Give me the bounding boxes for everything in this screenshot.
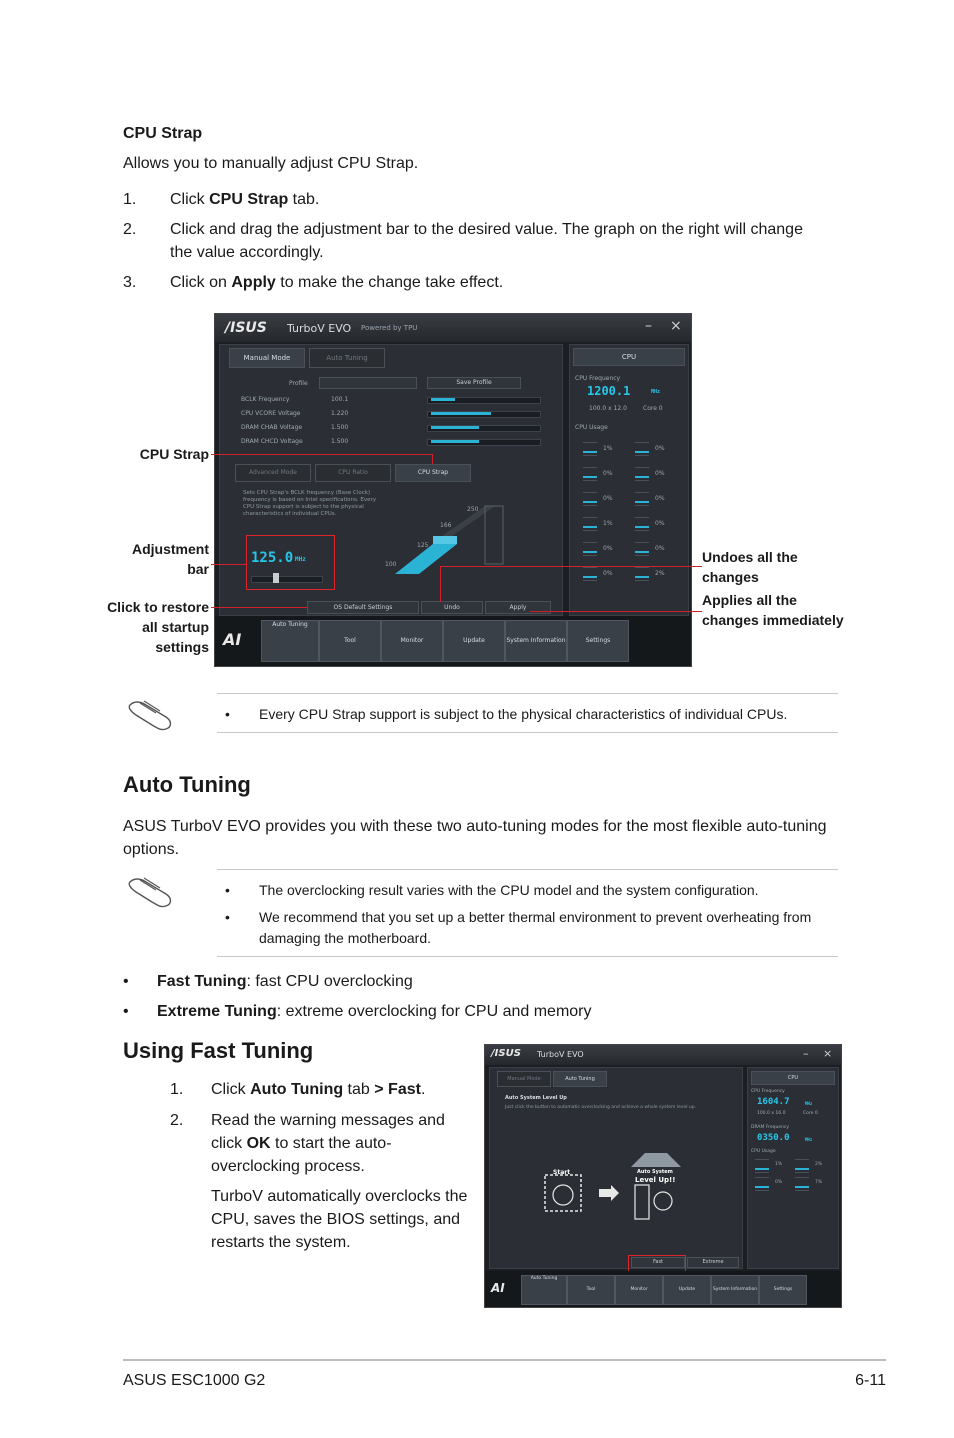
dram-frequency-label: DRAM Frequency [751,1125,790,1130]
callout-line [211,564,246,565]
note-rule-top [217,693,838,694]
usage-percent: 2% [815,1162,823,1167]
usage-percent: 7% [815,1180,823,1185]
strap-value-unit: MHz [295,556,306,563]
callout-restore-1: Click to restore [107,599,209,615]
cpu-frequency-value: 1200.1 [587,384,631,398]
callout-line [440,566,702,567]
nav-button-monitor[interactable]: Monitor [381,620,443,662]
voltage-row-label: DRAM CHCD Voltage [241,438,303,445]
strap-value-display: 125.0 [251,550,294,566]
callout-adjustment-2: bar [187,561,209,577]
step-bold: Auto Tuning [250,1081,344,1098]
step-text: Read the warning messages and click [211,1112,445,1152]
nav-button-tool[interactable]: Tool [567,1275,615,1305]
usage-meter [583,517,597,531]
step-bold: > Fast [374,1081,421,1098]
voltage-slider-fill [431,440,479,443]
dram-frequency-unit: MHz [805,1137,813,1142]
cpu-frequency-label: CPU Frequency [575,375,621,382]
cpu-multiplier: 100.0 x 12.0 [589,405,627,412]
usage-meter-fill [583,526,597,528]
usage-meter-fill [635,451,649,453]
voltage-row-value: 1.220 [331,410,349,417]
fast-step-2-number: 2. [170,1112,184,1129]
tab-manual-mode[interactable]: Manual Mode [229,348,305,368]
mode-desc: : extreme overclocking for CPU and memory [276,1003,592,1020]
close-icon[interactable]: × [823,1047,833,1060]
usage-meter-fill [583,451,597,453]
mode-bullet: • [123,973,129,990]
mode-name: Fast Tuning [157,973,247,990]
tab-cpu[interactable]: CPU [573,348,685,366]
cpu-strap-heading: CPU Strap [123,125,203,142]
app-title: TurboV EVO [287,322,352,335]
os-default-settings-button[interactable]: OS Default Settings [307,601,419,614]
tab-auto-tuning[interactable]: Auto Tuning [309,348,385,368]
tab-auto-tuning[interactable]: Auto Tuning [553,1071,607,1087]
usage-meter-fill [583,476,597,478]
mode-bullet: • [123,1003,129,1020]
nav-button-auto-tuning[interactable]: Auto Tuning [261,620,319,662]
section-description: Just click the button to automatic overclocking and achieve a whole system level up. [505,1105,697,1110]
apply-button[interactable]: Apply [485,601,551,614]
usage-meter [635,467,649,481]
arrow-right-icon [599,1185,619,1201]
usage-percent: 1% [775,1162,783,1167]
subtab-advanced-mode[interactable]: Advanced Mode [235,464,311,482]
mode-extreme-tuning [157,1000,592,1023]
note-text: We recommend that you set up a better thermal environment to prevent overheating from damaging the motherboard. [259,909,812,946]
usage-meter-fill [755,1168,769,1170]
voltage-slider-fill [431,398,455,401]
cpu-chip-icon [654,1192,672,1210]
step-number: 3. [123,274,137,291]
graph-label-166: 166 [440,522,452,529]
undo-button[interactable]: Undo [421,601,483,614]
start-label[interactable]: Start [553,1169,571,1176]
turbov-screenshot-cpu-strap [214,313,692,667]
usage-meter-fill [583,551,597,553]
usage-percent: 1% [603,445,613,452]
fast-step-2 [211,1109,451,1178]
step-text: to start the auto-overclocking process. [211,1135,392,1175]
usage-meter-fill [583,501,597,503]
usage-percent: 2% [655,570,665,577]
cpu-frequency-unit: MHz [805,1101,813,1106]
callout-line [211,454,433,455]
nav-button-update[interactable]: Update [663,1275,711,1305]
usage-percent: 0% [655,520,665,527]
voltage-row-label: DRAM CHAB Voltage [241,424,303,431]
note-text: Every CPU Strap support is subject to the physical characteristics of individual CPUs. [259,706,788,722]
nav-button-update[interactable]: Update [443,620,505,662]
usage-meter [635,567,649,581]
usage-meter-fill [635,576,649,578]
tab-manual-mode[interactable]: Manual Mode [497,1071,551,1087]
usage-percent: 0% [655,470,665,477]
ai-suite-logo: AI [491,1281,505,1295]
fast-step-1 [211,1078,425,1101]
graph-label-125: 125 [417,542,429,549]
level-up-badge-2: Level Up!! [635,1176,676,1184]
step-text: . [420,1081,426,1098]
usage-percent: 0% [603,570,613,577]
cpu-usage-label: CPU Usage [575,424,608,431]
step-text: Click [211,1081,251,1098]
auto-level-up-graphic [535,1145,705,1235]
fast-tuning-heading: Using Fast Tuning [123,1038,314,1063]
step-number: 2. [123,221,137,238]
level-up-arrow-icon [631,1153,681,1167]
ai-suite-logo: AI [223,630,242,649]
usage-meter [795,1159,809,1173]
usage-meter [635,442,649,456]
mode-name: Extreme Tuning [157,1003,277,1020]
callout-line [432,454,433,464]
core-select[interactable]: Core 0 [643,405,663,412]
voltage-slider-fill [431,412,491,415]
graph-label-100: 100 [385,561,397,568]
usage-percent: 0% [655,445,665,452]
voltage-slider-fill [431,426,479,429]
note-text: The overclocking result varies with the CPU model and the system configuration. [259,882,759,898]
dram-frequency-value: 0350.0 [757,1133,790,1143]
nav-button-monitor[interactable]: Monitor [615,1275,663,1305]
nav-button-system-information[interactable]: System Information [711,1275,759,1305]
nav-button-auto-tuning[interactable]: Auto Tuning [521,1275,567,1305]
level-up-badge-1: Auto System [637,1169,673,1175]
pc-tower-icon [635,1185,649,1219]
step-text: Click and drag the adjustment bar to the desired value. The graph on the right will change the value accordingly. [170,221,803,261]
graph-back-wall [485,506,503,564]
asus-logo: /ISUS [491,1048,521,1059]
usage-meter-fill [755,1186,769,1188]
cpu-frequency-unit: MHz [651,389,661,395]
step-bold: OK [246,1135,271,1152]
fast-tuning-paragraph: TurboV automatically overclocks the CPU, saves the BIOS settings, and restarts the system. [211,1188,468,1251]
nav-button-system-information[interactable]: System Information [505,620,567,662]
callout-line [440,566,441,602]
callout-undo-1: Undoes all the [702,549,798,565]
usage-percent: 0% [655,545,665,552]
step-text: Click [170,191,210,208]
turbov-screenshot-auto-tuning [484,1044,842,1308]
step-bold: CPU Strap [209,191,289,208]
extreme-button[interactable]: Extreme [687,1257,739,1268]
usage-meter [583,492,597,506]
cpu-frequency-value: 1604.7 [757,1097,790,1107]
usage-meter [583,542,597,556]
tab-cpu[interactable]: CPU [751,1071,835,1085]
subtab-cpu-strap[interactable]: CPU Strap [395,464,471,482]
usage-meter [583,467,597,481]
note-rule-bottom [217,956,838,957]
callout-apply-2: changes immediately [702,612,844,628]
cpu-frequency-label: CPU Frequency [751,1089,785,1094]
usage-meter [755,1159,769,1173]
usage-meter-fill [635,526,649,528]
usage-percent: 0% [655,495,665,502]
section-title: Auto System Level Up [505,1095,567,1101]
step-bold: Apply [231,274,276,291]
strap-description: Sets CPU Strap's BCLK frequency (Base Clock) frequency is based on Intel specifications. Every CPU Strap support is subject to the physical characteristics of individual CPUs. [243,490,377,517]
minimize-icon[interactable]: – [645,318,652,334]
voltage-row-label: BCLK Frequency [241,396,290,403]
usage-meter-fill [635,551,649,553]
note-rule-bottom [217,732,838,733]
usage-meter [755,1177,769,1191]
asus-logo: /ISUS [225,320,267,336]
note-bullet: • [225,882,230,898]
cpu-multiplier: 100.0 x 16.0 [757,1111,786,1116]
profile-select[interactable] [319,377,417,389]
powered-by: Powered by TPU [361,324,418,332]
step-text: Click on [170,274,232,291]
callout-undo-2: changes [702,569,759,585]
usage-meter [795,1177,809,1191]
note-bullet: • [225,706,230,722]
usage-percent: 0% [775,1180,783,1185]
voltage-row-value: 100.1 [331,396,349,403]
usage-percent: 0% [603,470,613,477]
graph-label-250: 250 [467,506,479,513]
save-profile-button[interactable]: Save Profile [427,377,521,389]
step-number: 1. [123,191,137,208]
minimize-icon[interactable]: – [803,1047,809,1060]
note-bullet: • [225,909,230,925]
auto-tuning-heading: Auto Tuning [123,772,251,797]
usage-meter [635,542,649,556]
footer-product: ASUS ESC1000 G2 [123,1372,266,1389]
step-text: tab [343,1081,375,1098]
voltage-row-value: 1.500 [331,438,349,445]
usage-percent: 0% [603,545,613,552]
usage-percent: 1% [603,520,613,527]
nav-button-tool[interactable]: Tool [319,620,381,662]
highlight-adjustment-bar [246,535,335,590]
callout-restore-2: all startup [142,619,209,635]
note-hand-icon [126,870,178,910]
callout-line [211,607,307,608]
callout-adjustment-1: Adjustment [132,541,209,557]
mode-desc: : fast CPU overclocking [246,973,413,990]
usage-meter-fill [635,476,649,478]
footer-rule [123,1359,886,1361]
cpu-strap-intro: Allows you to manually adjust CPU Strap. [123,155,419,172]
nav-button-settings[interactable]: Settings [567,620,629,662]
usage-meter [583,567,597,581]
voltage-row-value: 1.500 [331,424,349,431]
callout-restore-3: settings [155,639,209,655]
profile-label: Profile [289,380,308,387]
usage-meter-fill [583,576,597,578]
note-rule-top [217,869,838,870]
note-hand-icon [126,693,178,733]
usage-meter-fill [635,501,649,503]
fast-button[interactable]: Fast [631,1257,685,1268]
usage-meter-fill [795,1168,809,1170]
voltage-row-label: CPU VCORE Voltage [241,410,301,417]
usage-meter [635,517,649,531]
core-select[interactable]: Core 0 [803,1111,818,1116]
usage-meter [635,492,649,506]
subtab-cpu-ratio[interactable]: CPU Ratio [315,464,391,482]
step-text: to make the change take effect. [275,274,504,291]
graph-bar-top [433,536,457,544]
app-title: TurboV EVO [537,1050,584,1059]
step-text: tab. [288,191,320,208]
usage-meter [583,442,597,456]
nav-button-settings[interactable]: Settings [759,1275,807,1305]
usage-percent: 0% [603,495,613,502]
close-icon[interactable]: × [670,318,682,334]
usage-meter-fill [795,1186,809,1188]
callout-line [530,611,702,612]
auto-tuning-intro: ASUS TurboV EVO provides you with these two auto-tuning modes for the most flexible auto-tuning options. [123,818,827,858]
callout-cpu-strap: CPU Strap [139,446,209,462]
fast-step-1-number: 1. [170,1081,184,1098]
callout-apply-1: Applies all the [702,592,797,608]
strap-graph [385,494,525,584]
cpu-usage-label: CPU Usage [751,1149,776,1154]
page-number: 6-11 [855,1372,886,1389]
mode-fast-tuning [157,970,413,993]
